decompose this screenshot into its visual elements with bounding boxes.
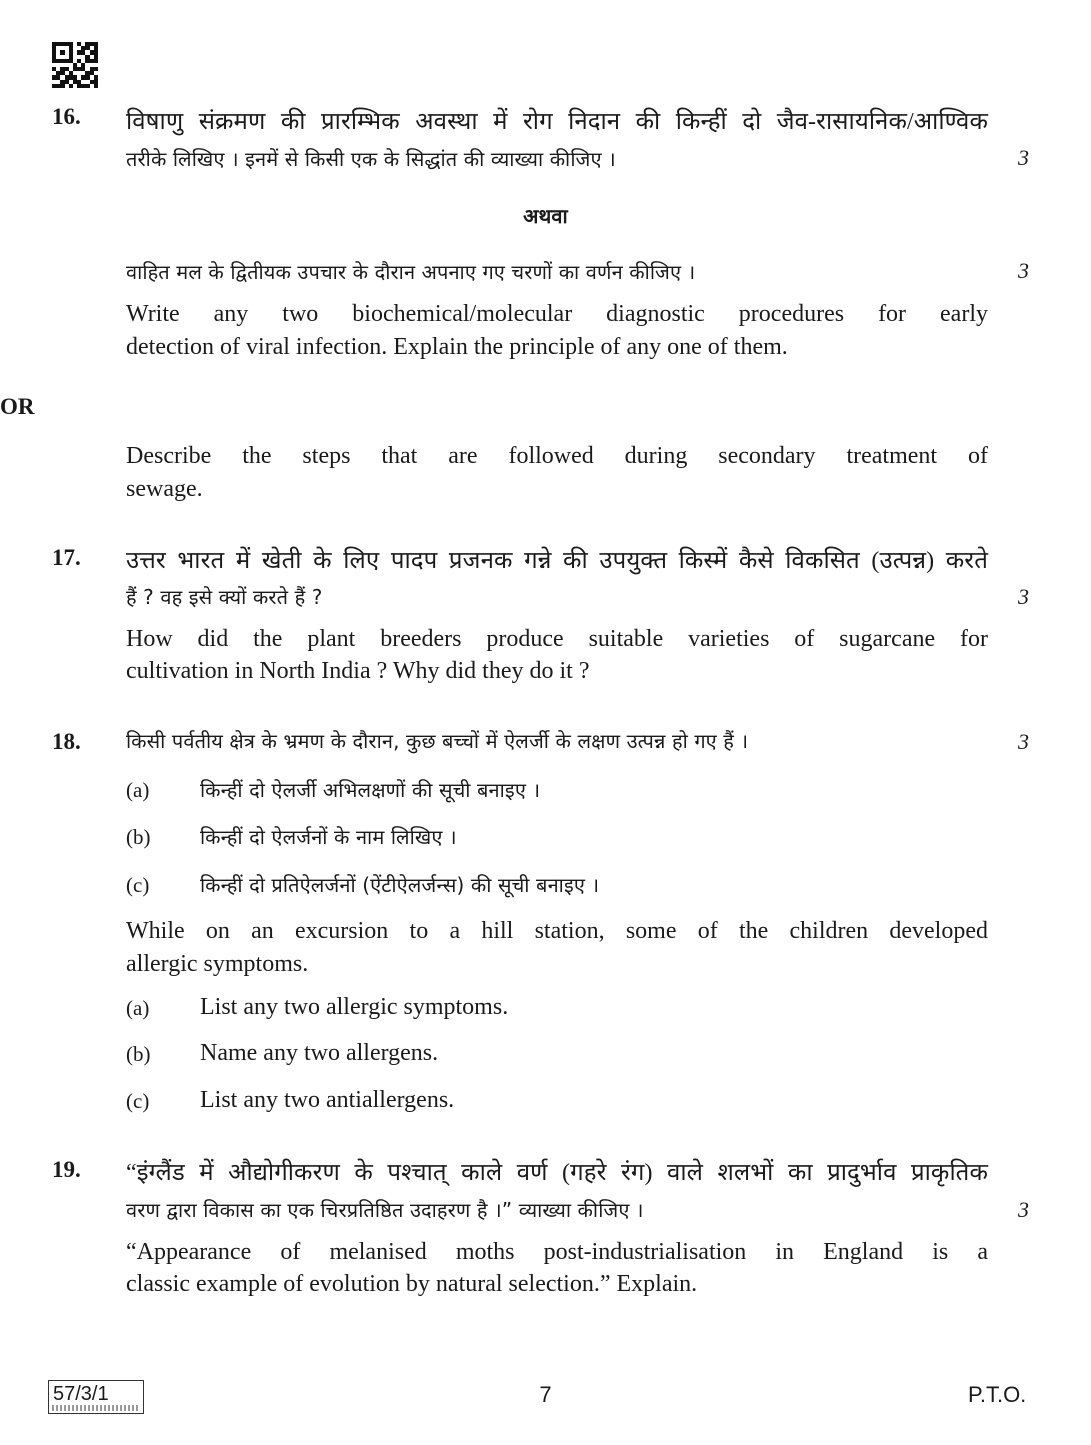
question-text-english: How did the plant breeders produce suitable varieties of sugarcane for [126, 626, 988, 652]
option-text-english: List any two antiallergens. [200, 1087, 455, 1113]
option-label: (a) [126, 778, 150, 802]
marks: 3 [1018, 729, 1029, 754]
or-divider-english: OR [0, 394, 35, 419]
option-label: (b) [126, 1042, 151, 1066]
option-label: (b) [126, 825, 151, 849]
question-text-hindi: उत्तर भारत में खेती के लिए पादप प्रजनक गन्ने की उपयुक्त किस्में कैसे विकसित (उत्पन्न) करते [126, 548, 988, 574]
question-text-english: While on an excursion to a hill station, some of the children developed [126, 918, 988, 944]
alt-question-text-hindi: वाहित मल के द्वितीयक उपचार के दौरान अपनाए गए चरणों का वर्णन कीजिए । [126, 260, 696, 284]
marks: 3 [1018, 145, 1029, 170]
question-number: 19. [52, 1157, 81, 1182]
or-divider-hindi: अथवा [523, 204, 568, 228]
question-text-english: Write any two biochemical/molecular diagnostic procedures for early [126, 301, 988, 327]
question-text-english: detection of viral infection. Explain the principle of any one of them. [126, 334, 788, 360]
option-text-hindi: किन्हीं दो प्रतिऐलर्जनों (ऐंटीऐलर्जन्स) की सूची बनाइए । [200, 873, 600, 897]
question-number: 17. [52, 545, 81, 570]
qr-code [52, 42, 98, 88]
option-text-english: Name any two allergens. [200, 1040, 439, 1066]
marks: 3 [1018, 584, 1029, 609]
question-number: 16. [52, 104, 81, 129]
option-label: (c) [126, 1089, 150, 1113]
marks: 3 [1018, 1197, 1029, 1222]
option-text-hindi: किन्हीं दो ऐलर्जी अभिलक्षणों की सूची बनाइए । [200, 778, 541, 802]
marks: 3 [1018, 258, 1029, 283]
page-number: 7 [539, 1382, 552, 1407]
question-number: 18. [52, 729, 81, 754]
question-text-hindi: किसी पर्वतीय क्षेत्र के भ्रमण के दौरान, कुछ बच्चों में ऐलर्जी के लक्षण उत्पन्न हो गए हैं । [126, 729, 749, 753]
paper-code: 57/3/1 [53, 1383, 109, 1405]
option-text-hindi: किन्हीं दो ऐलर्जनों के नाम लिखिए । [200, 825, 457, 849]
question-text-hindi: हैं ? वह इसे क्यों करते हैं ? [126, 585, 323, 609]
option-label: (c) [126, 873, 150, 897]
question-text-english: cultivation in North India ? Why did they do it ? [126, 658, 590, 684]
alt-question-text-english: Describe the steps that are followed during secondary treatment of [126, 443, 988, 469]
question-text-english: “Appearance of melanised moths post-industrialisation in England is a [126, 1239, 988, 1265]
question-text-hindi: विषाणु संक्रमण की प्रारम्भिक अवस्था में रोग निदान की किन्हीं दो जैव-रासायनिक/आण्विक [126, 109, 988, 135]
option-label: (a) [126, 996, 150, 1020]
question-text-english: classic example of evolution by natural selection.” Explain. [126, 1271, 698, 1297]
pto-label: P.T.O. [968, 1382, 1027, 1407]
alt-question-text-english: sewage. [126, 476, 203, 502]
option-text-english: List any two allergic symptoms. [200, 994, 509, 1020]
question-text-english: allergic symptoms. [126, 951, 309, 977]
question-text-hindi: वरण द्वारा विकास का एक चिरप्रतिष्ठित उदाहरण है ।” व्याख्या कीजिए । [126, 1198, 644, 1222]
question-text-hindi: तरीके लिखिए । इनमें से किसी एक के सिद्धांत की व्याख्या कीजिए । [126, 147, 616, 171]
question-text-hindi: “इंग्लैंड में औद्योगीकरण के पश्चात् काले वर्ण (गहरे रंग) वाले शलभों का प्रादुर्भाव प्राकृतिक [126, 1160, 988, 1186]
